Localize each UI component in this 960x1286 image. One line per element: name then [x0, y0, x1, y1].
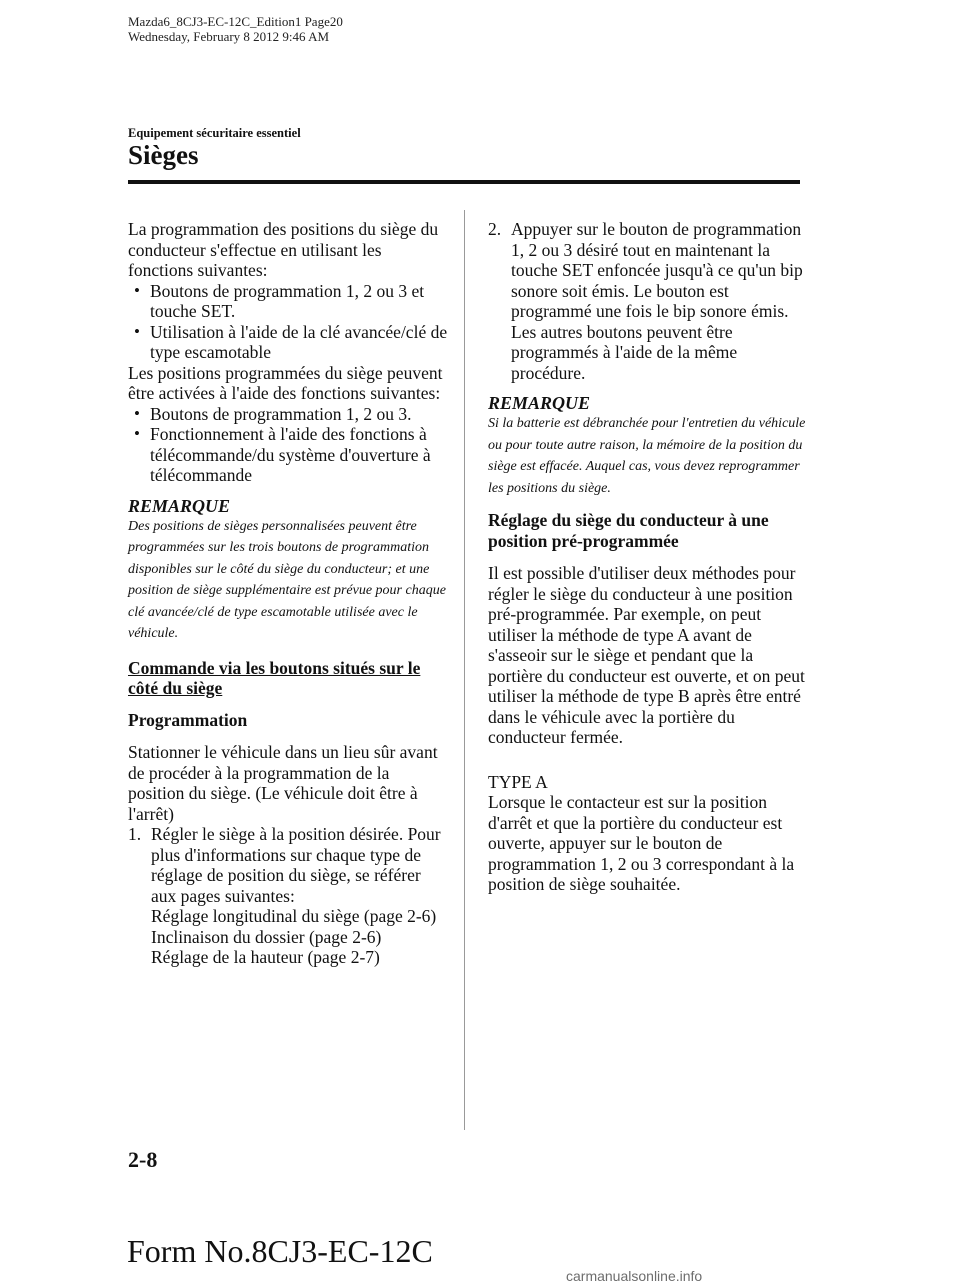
step-reference: Inclinaison du dossier (page 2-6) — [151, 926, 382, 947]
subheading-reglage: Réglage du siège du conducteur à une position pré-programmée — [488, 510, 769, 551]
subheading-commande: Commande via les boutons situés sur le côté du siège — [128, 657, 421, 698]
left-column — [128, 219, 450, 968]
remark-heading: REMARQUE — [488, 393, 591, 413]
list-item: • Fonctionnement à l'aide des fonctions à télécommande/du système d'ouverture à télécommande — [128, 424, 450, 486]
list-item: • Utilisation à l'aide de la clé avancée/clé de type escamotable — [128, 322, 450, 363]
intro-paragraph: La programmation des positions du siège du conducteur s'effectue en utilisant les fonctions suivantes: — [128, 219, 439, 280]
title-rule — [128, 180, 800, 184]
step-text: Régler le siège à la position désirée. Pour plus d'informations sur chaque type de réglage de position du siège, se référer aux pages suivantes: — [151, 824, 441, 906]
print-header-line-2: Wednesday, February 8 2012 9:46 AM — [128, 29, 330, 44]
step-number: 1. — [128, 824, 142, 844]
activation-functions-list — [128, 404, 450, 486]
remark-text: Des positions de sièges personnalisées peuvent être programmées sur les trois boutons de programmation disponibles sur le côté du siège du conducteur; et une position de siège supplémentaire est prévue pour chaque clé avancée/clé de type escamotable utilisée avec le véhicule. — [128, 518, 446, 641]
programming-functions-list — [128, 281, 450, 363]
steps-list-continued — [488, 219, 806, 383]
methodes-paragraph: Il est possible d'utiliser deux méthodes pour régler le siège du conducteur à une position pré-programmée. Par exemple, on peut utiliser la méthode de type A avant de s'asseoir sur le siège et pendant que la portière du conducteur est ouverte, et on peut utiliser la méthode de type B après être entré dans le véhicule avec la portière du conducteur fermée. — [488, 563, 805, 747]
stationner-paragraph: Stationner le véhicule dans un lieu sûr avant de procéder à la programmation de la position du siège. (Le véhicule doit être à l'arrêt) — [128, 742, 438, 824]
right-column — [488, 219, 806, 895]
list-item: • Boutons de programmation 1, 2 ou 3. — [128, 404, 450, 425]
step-number: 2. — [488, 219, 502, 239]
watermark: carmanualsonline.info — [566, 1268, 703, 1284]
page-title: Sièges — [128, 140, 199, 170]
subheading-programmation: Programmation — [128, 709, 248, 730]
print-header-line-1: Mazda6_8CJ3-EC-12C_Edition1 Page20 — [128, 14, 343, 29]
steps-list — [128, 824, 450, 968]
step-2 — [488, 219, 806, 383]
remark-text: Si la batterie est débranchée pour l'entretien du véhicule ou pour toute autre raison, la mémoire de la position du siège est effacée. Auquel cas, vous devez reprogrammer les positions du siège. — [488, 416, 806, 496]
print-header — [128, 14, 343, 44]
activation-paragraph: Les positions programmées du siège peuvent être activées à l'aide des fonctions suivantes: — [128, 362, 443, 403]
column-divider — [464, 210, 465, 1130]
type-a-heading: TYPE A — [488, 771, 548, 792]
step-text: Appuyer sur le bouton de programmation 1, 2 ou 3 désiré tout en maintenant la touche SET enfoncée jusqu'à ce qu'un bip sonore soit émis. Le bouton est programmé une fois le bip sonore émis. Les autres boutons peuvent être programmés à l'aide de la même procédure. — [511, 219, 803, 383]
remark-heading: REMARQUE — [128, 495, 231, 516]
page-number: 2-8 — [128, 1147, 158, 1172]
list-item: • Boutons de programmation 1, 2 ou 3 et touche SET. — [128, 281, 450, 322]
step-reference: Réglage longitudinal du siège (page 2-6) — [151, 906, 437, 926]
section-label: Equipement sécuritaire essentiel — [128, 126, 301, 140]
type-a-paragraph: Lorsque le contacteur est sur la position d'arrêt et que la portière du conducteur est ouverte, appuyer sur le bouton de programmation 1, 2 ou 3 correspondant à la position de siège souhaitée. — [488, 792, 795, 894]
form-number: Form No.8CJ3-EC-12C — [127, 1233, 433, 1269]
step-reference: Réglage de la hauteur (page 2-7) — [151, 947, 380, 967]
step-1 — [128, 824, 450, 968]
